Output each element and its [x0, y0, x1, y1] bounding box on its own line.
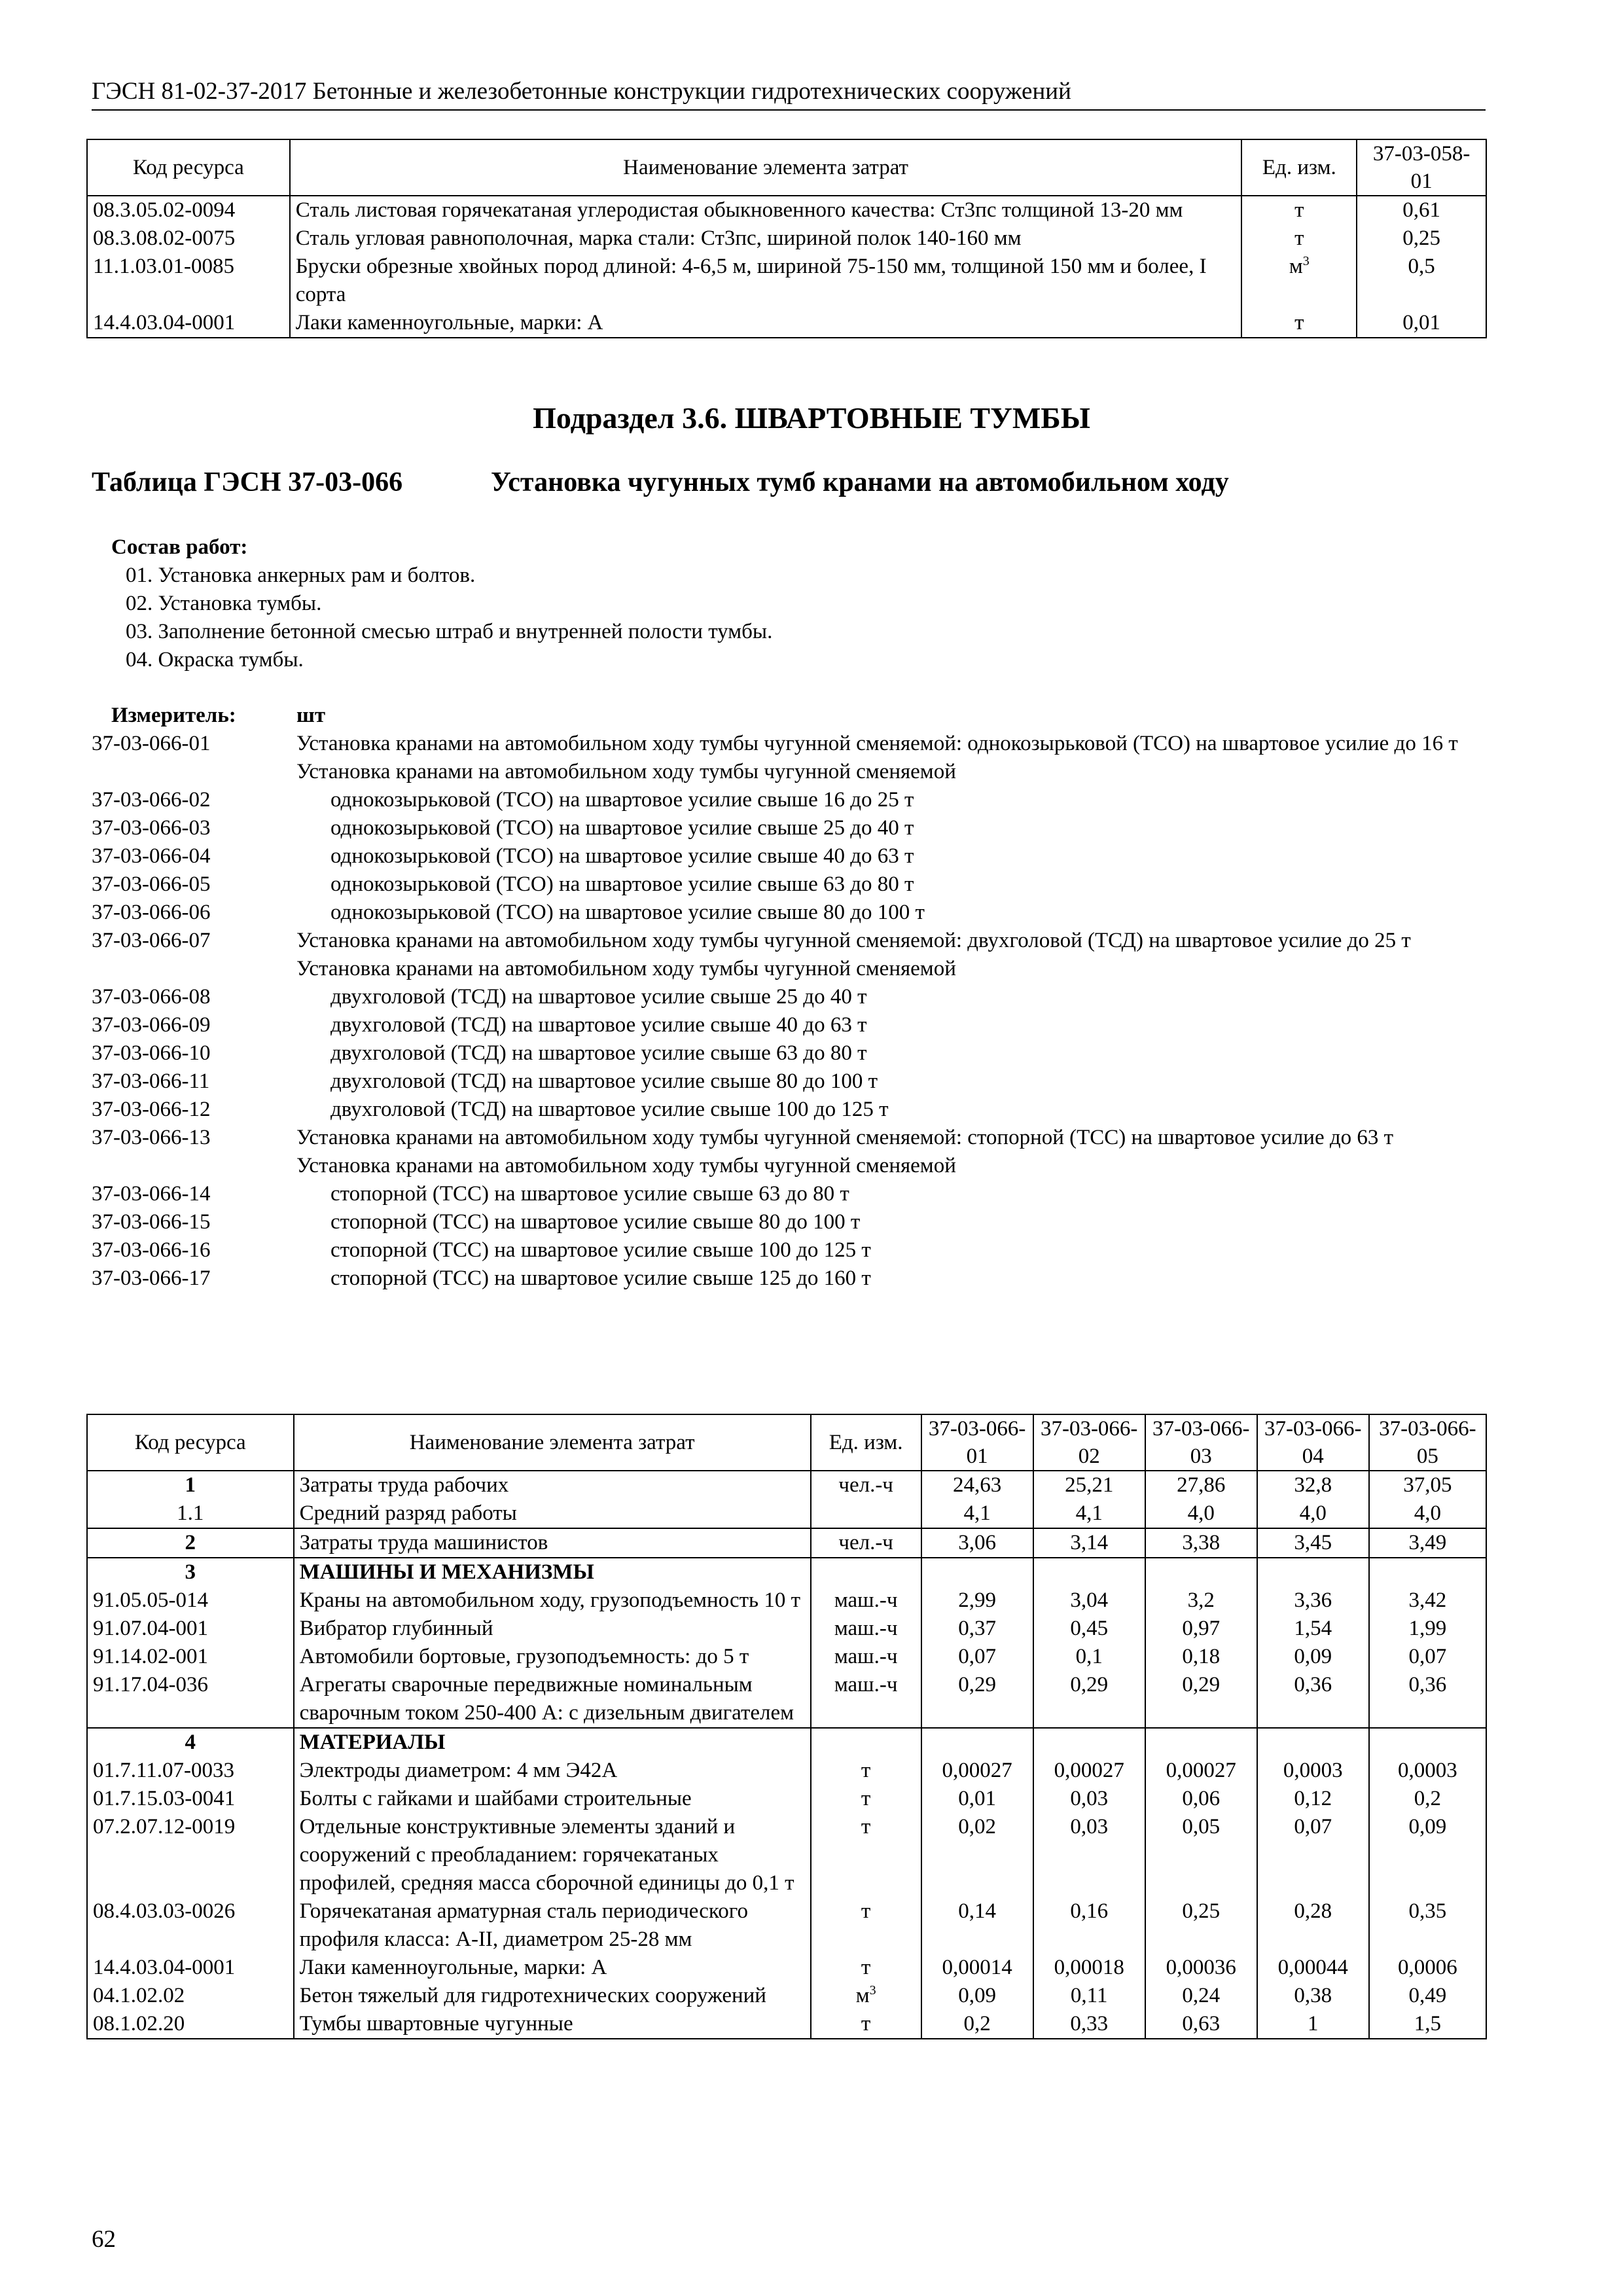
work-text: однокозырьковой (ТСО) на швартовое усилие свыше 80 до 100 т [330, 901, 925, 924]
work-text: двухголовой (ТСД) на швартовое усилие свыше 63 до 80 т [330, 1041, 867, 1065]
resource-code: 91.07.04-001 [87, 1615, 294, 1643]
table-label: Таблица ГЭСН 37-03-066 [92, 467, 403, 497]
resource-name: Агрегаты сварочные передвижные номинальным сварочным током 250-400 А: с дизельным двигателем [294, 1671, 811, 1728]
table-row: 08.3.05.02-0094 Сталь листовая горячекатаная углеродистая обыкновенного качества: Ст3пс толщиной 13-20 мм т 0,61 [87, 196, 1486, 224]
measure-block: Измеритель: шт 37-03-066-01 Установка кранами на автомобильном ходу тумбы чугунной сменяемой: однокозырьковой (ТСО) на швартовое усилие до 16 т Установка кранами на автомобильном ходу тумбы чугунной сменяемой 37-03-066-02 однокозырьковой (ТСО) на швартовое усилие свыше 16 до 25 т 37-03-066-03 однокозырьковой (ТСО) на швартовое усилие свыше 25 до 40 т 37-03-066-04 однокозырьковой (ТСО) на швартовое усилие свыше 40 до 63 т 37-03-066-05 однокозырьковой (ТСО) на швартовое усилие свыше 63 до 80 т 37-03-066-06 однокозырьковой (ТСО) на швартовое усилие свыше 80 до 100 т 37-03-066-07 Установка кранами на автомобильном ходу тумбы чугунной сменяемой: двухголовой (ТСД) на швартовое усилие до 25 т Установка кранами на автомобильном ходу тумбы чугунной сменяемой 37-03-066-08 двухголовой (ТСД) на швартовое усилие свыше 25 до 40 т 37-03-066-09 двухголовой (ТСД) на швартовое усилие свыше 40 до 63 т 37-03-066-10 двухголовой (ТСД) на швартовое усилие свыше 63 до 80 т 37-03-066-11 двухголовой (ТСД) на швартовое усилие свыше 80 до 100 т 37-03-066-12 двухголовой (ТСД) на швартовое усилие свыше 100 до 125 т 37-03-066-13 Установка кранами на автомобильном ходу тумбы чугунной сменяемой: стопорной (ТСС) на швартовое усилие до 63 т Установка кранами на автомобильном ходу тумбы чугунной сменяемой 37-03-066-14 стопорной (ТСС) на швартовое усилие свыше 63 до 80 т 37-03-066-15 стопорной (ТСС) на швартовое усилие свыше 80 до 100 т 37-03-066-16 стопорной (ТСС) на швартовое усилие свыше 100 до 125 т 37-03-066-17 стопорной (ТСС) на швартовое усилие свыше 125 до 160 т [92, 702, 1499, 1293]
work-item [92, 1039, 1499, 1067]
work-item [92, 870, 1499, 899]
resource-unit: чел.-ч [811, 1528, 921, 1558]
resource-code: 1.1 [87, 1499, 294, 1528]
resource-name: МАШИНЫ И МЕХАНИЗМЫ [294, 1558, 811, 1587]
work-code [92, 955, 296, 983]
table-row [87, 1499, 1486, 1528]
work-code: 37-03-066-12 [92, 1098, 211, 1121]
norm-value: 0,63 [1145, 2010, 1257, 2039]
col-norm: 37-03-066-01 [921, 1414, 1033, 1471]
resource-code: 91.14.02-001 [87, 1643, 294, 1671]
table-row [87, 1813, 1486, 1897]
resource-unit: маш.-ч [811, 1587, 921, 1615]
norm-value: 0,00044 [1257, 1954, 1369, 1982]
col-code: Код ресурса [87, 1414, 294, 1471]
resource-name: Горячекатаная арматурная сталь периодического профиля класса: А-II, диаметром 25-28 мм [294, 1897, 811, 1954]
norm-value: 0,00018 [1033, 1954, 1145, 1982]
work-text: стопорной (ТСС) на швартовое усилие свыше 100 до 125 т [330, 1238, 871, 1262]
resource-code: 01.7.11.07-0033 [87, 1757, 294, 1785]
resource-unit: т [811, 1757, 921, 1785]
work-code: 37-03-066-02 [92, 788, 211, 812]
resource-table-066 [86, 1414, 1487, 2039]
work-code: 37-03-066-07 [92, 929, 211, 952]
work-composition: Состав работ: 01. Установка анкерных рам и болтов. 02. Установка тумбы. 03. Заполнение бетонной смесью штраб и внутренней полости тумбы. 04. Окраска тумбы. [111, 533, 772, 674]
resource-name: Электроды диаметром: 4 мм Э42А [294, 1757, 811, 1785]
norm-value [1033, 1728, 1145, 1757]
work-item [92, 1011, 1499, 1039]
work-code: 37-03-066-09 [92, 1013, 211, 1037]
resource-unit: маш.-ч [811, 1615, 921, 1643]
work-code: 37-03-066-04 [92, 844, 211, 868]
resource-code: 14.4.03.04-0001 [87, 1954, 294, 1982]
norm-value: 37,05 [1369, 1471, 1486, 1499]
norm-value: 0,16 [1033, 1897, 1145, 1954]
work-text: однокозырьковой (ТСО) на швартовое усилие свыше 40 до 63 т [330, 844, 914, 868]
resource-code: 3 [87, 1558, 294, 1587]
work-item [92, 730, 1499, 758]
resource-name: Отдельные конструктивные элементы зданий и сооружений с преобладанием: горячекатаных профилей, средняя масса сборочной единицы до 0,1 т [294, 1813, 811, 1897]
resource-name: Вибратор глубинный [294, 1615, 811, 1643]
norm-value: 0,00036 [1145, 1954, 1257, 1982]
col-norm: 37-03-066-02 [1033, 1414, 1145, 1471]
norm-value: 0,29 [921, 1671, 1033, 1728]
work-code: 37-03-066-10 [92, 1041, 211, 1065]
resource-code: 1 [87, 1471, 294, 1499]
work-text: Установка кранами на автомобильном ходу тумбы чугунной сменяемой: стопорной (ТСС) на швартовое усилие до 63 т [296, 1126, 1394, 1149]
work-text: двухголовой (ТСД) на швартовое усилие свыше 25 до 40 т [330, 985, 867, 1009]
table-name: Установка чугунных тумб кранами на автомобильном ходу [491, 467, 1229, 497]
norm-value [1145, 1728, 1257, 1757]
norm-value: 0,03 [1033, 1813, 1145, 1897]
norm-value: 0,07 [1369, 1643, 1486, 1671]
work-text: стопорной (ТСС) на швартовое усилие свыше 63 до 80 т [330, 1182, 849, 1206]
work-item [92, 1208, 1499, 1236]
table-row [87, 1728, 1486, 1757]
norm-value: 32,8 [1257, 1471, 1369, 1499]
table-row [87, 1757, 1486, 1785]
work-item [92, 955, 1499, 983]
norm-value: 27,86 [1145, 1471, 1257, 1499]
resource-unit [811, 1728, 921, 1757]
work-item [92, 1152, 1499, 1180]
norm-value: 0,37 [921, 1615, 1033, 1643]
table-row [87, 1615, 1486, 1643]
norm-value: 0,03 [1033, 1785, 1145, 1813]
norm-value: 3,2 [1145, 1587, 1257, 1615]
col-norm: 37-03-066-05 [1369, 1414, 1486, 1471]
work-text: Установка кранами на автомобильном ходу тумбы чугунной сменяемой [296, 1154, 956, 1177]
table-row [87, 1954, 1486, 1982]
resource-name: Краны на автомобильном ходу, грузоподъемность 10 т [294, 1587, 811, 1615]
work-text: однокозырьковой (ТСО) на швартовое усилие свыше 63 до 80 т [330, 872, 914, 896]
work-code: 37-03-066-01 [92, 732, 211, 755]
norm-value: 0,06 [1145, 1785, 1257, 1813]
norm-value: 0,02 [921, 1813, 1033, 1897]
norm-value: 0,05 [1145, 1813, 1257, 1897]
norm-value [1257, 1558, 1369, 1587]
work-item [92, 1265, 1499, 1293]
norm-value: 0,36 [1369, 1671, 1486, 1728]
work-text: однокозырьковой (ТСО) на швартовое усилие свыше 16 до 25 т [330, 788, 914, 812]
resource-table-058 [86, 139, 1487, 338]
resource-name: Лаки каменноугольные, марки: А [294, 1954, 811, 1982]
resource-code: 01.7.15.03-0041 [87, 1785, 294, 1813]
norm-value: 0,38 [1257, 1982, 1369, 2010]
resource-unit: т [811, 1897, 921, 1954]
norm-value [1257, 1728, 1369, 1757]
norm-value: 1,99 [1369, 1615, 1486, 1643]
resource-name: Тумбы швартовные чугунные [294, 2010, 811, 2039]
work-item [92, 814, 1499, 842]
norm-value: 25,21 [1033, 1471, 1145, 1499]
norm-value: 4,1 [1033, 1499, 1145, 1528]
work-code: 37-03-066-17 [92, 1266, 211, 1290]
table-caption [92, 467, 1229, 498]
norm-value [1369, 1558, 1486, 1587]
norm-value: 0,01 [921, 1785, 1033, 1813]
resource-name: МАТЕРИАЛЫ [294, 1728, 811, 1757]
norm-value: 4,0 [1369, 1499, 1486, 1528]
running-header: ГЭСН 81-02-37-2017 Бетонные и железобетонные конструкции гидротехнических сооружений [92, 77, 1486, 111]
norm-value: 0,35 [1369, 1897, 1486, 1954]
work-code [92, 758, 296, 786]
norm-value: 4,0 [1257, 1499, 1369, 1528]
norm-value: 0,97 [1145, 1615, 1257, 1643]
norm-value: 0,36 [1257, 1671, 1369, 1728]
work-code: 37-03-066-13 [92, 1126, 211, 1149]
resource-unit: т [811, 1813, 921, 1897]
norm-value: 0,29 [1145, 1671, 1257, 1728]
page-number: 62 [92, 2226, 116, 2253]
work-item [92, 1124, 1499, 1152]
norm-value: 3,45 [1257, 1528, 1369, 1558]
subsection-title: Подраздел 3.6. ШВАРТОВНЫЕ ТУМБЫ [533, 401, 1090, 435]
resource-unit: чел.-ч [811, 1471, 921, 1499]
table-row: 11.1.03.01-0085 Бруски обрезные хвойных пород длиной: 4-6,5 м, шириной 75-150 мм, толщиной 150 мм и более, I сорта $м^3$ 0,5 [87, 253, 1486, 309]
work-code [92, 1152, 296, 1180]
norm-value [1033, 1558, 1145, 1587]
work-item [92, 927, 1499, 955]
norm-value: 0,0003 [1369, 1757, 1486, 1785]
resource-name: Затраты труда машинистов [294, 1528, 811, 1558]
table-row [87, 1982, 1486, 2010]
resource-name: Автомобили бортовые, грузоподъемность: до 5 т [294, 1643, 811, 1671]
norm-value: 1 [1257, 2010, 1369, 2039]
norm-value: 0,2 [921, 2010, 1033, 2039]
table-row [87, 1558, 1486, 1587]
resource-code: 4 [87, 1728, 294, 1757]
norm-value: 3,04 [1033, 1587, 1145, 1615]
work-code: 37-03-066-15 [92, 1210, 211, 1234]
norm-value: 0,09 [921, 1982, 1033, 2010]
norm-value: 0,18 [1145, 1643, 1257, 1671]
resource-code: 04.1.02.02 [87, 1982, 294, 2010]
norm-value: 3,14 [1033, 1528, 1145, 1558]
norm-value: 0,2 [1369, 1785, 1486, 1813]
table-row [87, 1587, 1486, 1615]
norm-value: 0,09 [1257, 1643, 1369, 1671]
work-text: Установка кранами на автомобильном ходу тумбы чугунной сменяемой [296, 957, 956, 980]
work-code: 37-03-066-05 [92, 872, 211, 896]
work-text: стопорной (ТСС) на швартовое усилие свыше 125 до 160 т [330, 1266, 871, 1290]
resource-unit: маш.-ч [811, 1643, 921, 1671]
work-item [92, 983, 1499, 1011]
work-item [92, 758, 1499, 786]
work-text: Установка кранами на автомобильном ходу тумбы чугунной сменяемой: однокозырьковой (ТСО) на швартовое усилие до 16 т [296, 732, 1458, 755]
work-item [92, 1096, 1499, 1124]
norm-value: 0,25 [1145, 1897, 1257, 1954]
work-code: 37-03-066-08 [92, 985, 211, 1009]
table-row [87, 1528, 1486, 1558]
table-row [87, 1471, 1486, 1499]
list-item: 01. Установка анкерных рам и болтов. [126, 564, 476, 587]
resource-code: 08.1.02.20 [87, 2010, 294, 2039]
work-item [92, 1180, 1499, 1208]
norm-value: 0,0003 [1257, 1757, 1369, 1785]
work-text: Установка кранами на автомобильном ходу тумбы чугунной сменяемой: двухголовой (ТСД) на швартовое усилие до 25 т [296, 929, 1411, 952]
col-norm: 37-03-066-04 [1257, 1414, 1369, 1471]
work-code: 37-03-066-14 [92, 1182, 211, 1206]
works-list [92, 730, 1499, 1293]
norm-value: 24,63 [921, 1471, 1033, 1499]
work-item [92, 899, 1499, 927]
list-item: 04. Окраска тумбы. [126, 648, 304, 672]
norm-value [1369, 1728, 1486, 1757]
table-row [87, 2010, 1486, 2039]
norm-value: 3,42 [1369, 1587, 1486, 1615]
work-item [92, 786, 1499, 814]
norm-value: 0,00027 [921, 1757, 1033, 1785]
norm-value: 3,49 [1369, 1528, 1486, 1558]
table-row: 14.4.03.04-0001 Лаки каменноугольные, марки: А т 0,01 [87, 309, 1486, 338]
norm-value: 1,5 [1369, 2010, 1486, 2039]
work-text: Установка кранами на автомобильном ходу тумбы чугунной сменяемой [296, 760, 956, 783]
work-item [92, 1067, 1499, 1096]
norm-value: 0,0006 [1369, 1954, 1486, 1982]
work-text: двухголовой (ТСД) на швартовое усилие свыше 80 до 100 т [330, 1069, 878, 1093]
norm-value: 0,49 [1369, 1982, 1486, 2010]
resource-name: Болты с гайками и шайбами строительные [294, 1785, 811, 1813]
norm-value: 0,29 [1033, 1671, 1145, 1728]
norm-value: 3,06 [921, 1528, 1033, 1558]
resource-unit: маш.-ч [811, 1671, 921, 1728]
resource-name: Затраты труда рабочих [294, 1471, 811, 1499]
work-code: 37-03-066-11 [92, 1069, 210, 1093]
norm-value: 0,45 [1033, 1615, 1145, 1643]
norm-value: 0,07 [1257, 1813, 1369, 1897]
norm-value [921, 1728, 1033, 1757]
work-text: стопорной (ТСС) на швартовое усилие свыше 80 до 100 т [330, 1210, 861, 1234]
resource-code: 91.05.05-014 [87, 1587, 294, 1615]
work-code: 37-03-066-06 [92, 901, 211, 924]
table-row [87, 1897, 1486, 1954]
resource-code: 07.2.07.12-0019 [87, 1813, 294, 1897]
col-unit: Ед. изм. [811, 1414, 921, 1471]
norm-value: 4,1 [921, 1499, 1033, 1528]
norm-value: 2,99 [921, 1587, 1033, 1615]
table-row [87, 1785, 1486, 1813]
col-name: Наименование элемента затрат [290, 139, 1242, 196]
resource-unit [811, 1499, 921, 1528]
table-row: 08.3.08.02-0075 Сталь угловая равнополочная, марка стали: Ст3пс, шириной полок 140-160 мм т 0,25 [87, 224, 1486, 253]
resource-code: 2 [87, 1528, 294, 1558]
work-text: двухголовой (ТСД) на швартовое усилие свыше 100 до 125 т [330, 1098, 889, 1121]
work-code: 37-03-066-16 [92, 1238, 211, 1262]
norm-value: 3,38 [1145, 1528, 1257, 1558]
work-code: 37-03-066-03 [92, 816, 211, 840]
resource-unit: т [811, 2010, 921, 2039]
resource-unit: т [811, 1954, 921, 1982]
col-name: Наименование элемента затрат [294, 1414, 811, 1471]
norm-value: 0,1 [1033, 1643, 1145, 1671]
norm-value: 1,54 [1257, 1615, 1369, 1643]
norm-value: 0,00027 [1145, 1757, 1257, 1785]
norm-value: 3,36 [1257, 1587, 1369, 1615]
resource-unit: т [811, 1785, 921, 1813]
norm-value: 0,00027 [1033, 1757, 1145, 1785]
col-norm: 37-03-066-03 [1145, 1414, 1257, 1471]
norm-value: 0,14 [921, 1897, 1033, 1954]
table-row [87, 1671, 1486, 1728]
list-item: 03. Заполнение бетонной смесью штраб и внутренней полости тумбы. [126, 620, 773, 643]
col-norm: 37-03-058-01 [1357, 139, 1486, 196]
table-header-row [87, 1414, 1486, 1471]
norm-value: 4,0 [1145, 1499, 1257, 1528]
table-row [87, 1643, 1486, 1671]
norm-value: 0,28 [1257, 1897, 1369, 1954]
work-item [92, 1236, 1499, 1265]
table-header-row [87, 139, 1486, 196]
norm-value: 0,33 [1033, 2010, 1145, 2039]
norm-value: 0,11 [1033, 1982, 1145, 2010]
work-text: двухголовой (ТСД) на швартовое усилие свыше 40 до 63 т [330, 1013, 867, 1037]
norm-value: 0,12 [1257, 1785, 1369, 1813]
list-item: 02. Установка тумбы. [126, 592, 322, 615]
work-item [92, 842, 1499, 870]
norm-value [921, 1558, 1033, 1587]
resource-code: 91.17.04-036 [87, 1671, 294, 1728]
norm-value: 0,00014 [921, 1954, 1033, 1982]
work-text: однокозырьковой (ТСО) на швартовое усилие свыше 25 до 40 т [330, 816, 914, 840]
resource-unit: $м^3$ [811, 1982, 921, 2010]
norm-value: 0,09 [1369, 1813, 1486, 1897]
norm-value: 0,24 [1145, 1982, 1257, 2010]
col-unit: Ед. изм. [1241, 139, 1357, 196]
resource-name: Средний разряд работы [294, 1499, 811, 1528]
norm-value [1145, 1558, 1257, 1587]
resource-unit [811, 1558, 921, 1587]
col-code: Код ресурса [87, 139, 290, 196]
resource-code: 08.4.03.03-0026 [87, 1897, 294, 1954]
resource-name: Бетон тяжелый для гидротехнических сооружений [294, 1982, 811, 2010]
norm-value: 0,07 [921, 1643, 1033, 1671]
